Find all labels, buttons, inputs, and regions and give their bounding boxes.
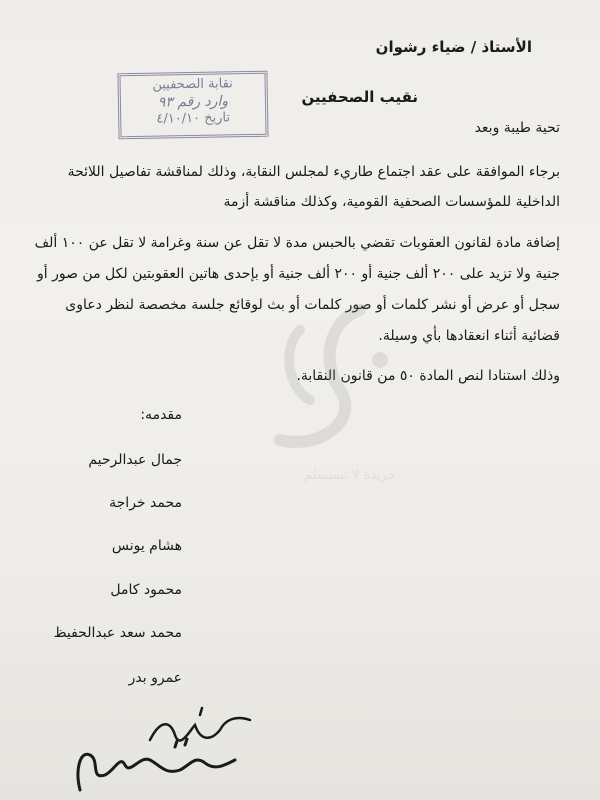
signer-name: محمد سعد عبدالحفيظ (53, 625, 182, 641)
signer-name: محمد خراجة (109, 495, 182, 511)
recipient-line: الأستاذ / ضياء رشوان (375, 38, 532, 56)
stamp-line-2: وارد رقم ٩٣ (157, 93, 229, 111)
newspaper-watermark (210, 300, 430, 500)
stamp-line-3: تاريخ ٤/١٠/١٠ (156, 110, 231, 127)
request-paragraph: برجاء الموافقة على عقد اجتماع طاريء لمجلس النقابة، وذلك لمناقشة تفاصيل اللائحة الداخلية للمؤسسات الصحفية القومية، وكذلك مناقشة أزمة (67, 164, 560, 210)
stamp-line-1: نقابة الصحفيين (152, 76, 233, 93)
closing-line: وذلك استنادا لنص المادة ٥٠ من قانون النقابة. (296, 368, 560, 384)
recipient-title: نقيب الصحفيين (301, 88, 418, 106)
signers-label: مقدمه: (140, 407, 182, 423)
greeting: تحية طيبة وبعد (474, 120, 560, 136)
received-stamp (117, 71, 268, 140)
law-amendment-paragraph: إضافة مادة لقانون العقوبات تقضي بالحبس مدة لا تقل عن سنة وغرامة لا تقل عن ١٠٠ ألف جنية ولا تزيد على ٢٠٠ ألف جنية أو ٢٠٠ ألف جنية أو بإحدى هاتين العقوبتين لكل من صور أو سجل أو عرض أو نشر كلمات أو صور كلمات أو بث لوقائع جلسة مخصصة لنظر دعاوى قضائية أثناء انعقادها بأي وسيلة. (34, 235, 560, 344)
signer-name: محمود كامل (110, 582, 182, 598)
watermark-text: جريدة لا تستسلم (304, 468, 396, 483)
signer-name: جمال عبدالرحيم (88, 452, 182, 468)
signer-name: عمرو بدر (128, 670, 182, 686)
handwritten-signature-2 (65, 735, 245, 800)
watermark-logo-icon (210, 300, 430, 470)
signer-name: هشام يونس (111, 538, 182, 554)
